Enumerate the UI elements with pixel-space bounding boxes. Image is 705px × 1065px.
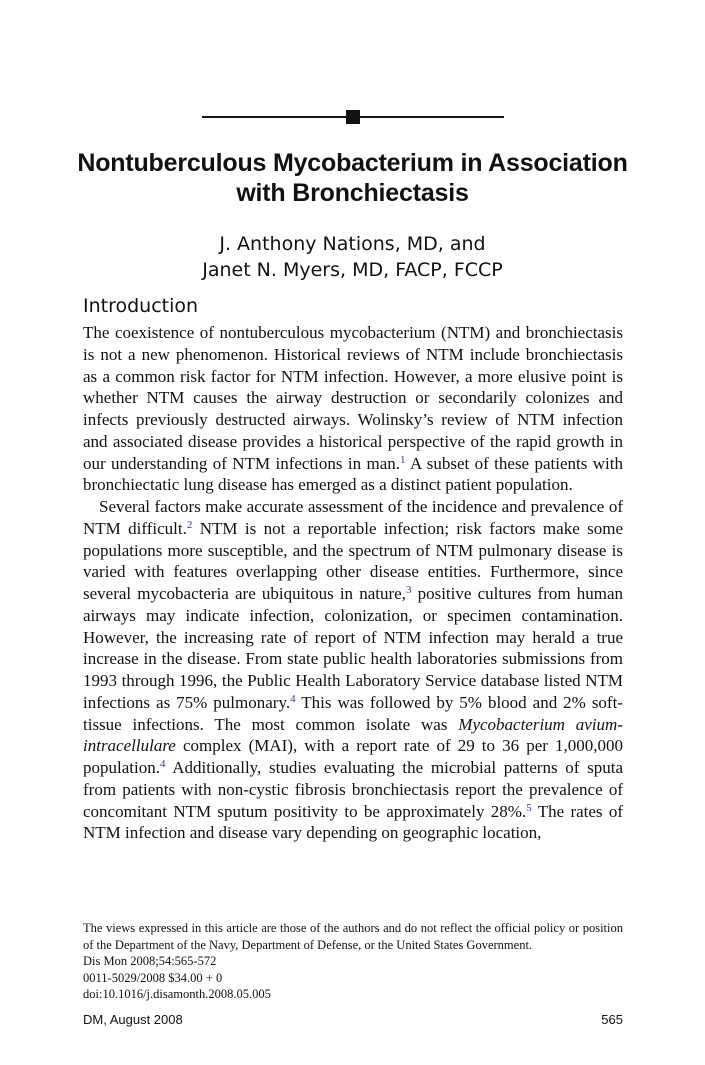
paragraph-1 [83,322,623,496]
reference-link[interactable]: 2 [186,518,193,531]
journal-date: DM, August 2008 [83,1012,183,1027]
title-ornament [202,110,504,124]
footnote-block [83,920,623,1003]
species-name: Mycobacterium avium-intracellulare [83,714,623,756]
article-body [83,322,623,844]
paragraph-text: positive cultures from human airways may indicate infection, colonization, or specimen contamination. However, the increasing rate of report of NTM infection may herald a true increase in the disease. From state public health laboratories submissions from 1993 through 1996, the Public Health Laboratory Service database listed NTM infections as 75% pulmonary. [83,584,623,712]
paragraph-text: complex (MAI), with a report rate of 29 to 36 per 1,000,000 population. [83,736,623,777]
reference-link[interactable]: 4 [159,758,166,770]
ornament-square-icon [346,110,360,124]
paragraph-text: NTM is not a reportable infection; risk factors make some populations more susceptible, and the spectrum of NTM pulmonary disease is varied with features overlapping other disease entities. Furthermore, since several mycobacteria are ubiquitous in nature, [83,518,623,603]
paragraph-text: Additionally, studies evaluating the microbial patterns of sputa from patients with non-cystic fibrosis bronchiectasis report the prevalence of concomitant NTM sputum positivity to be approximately 28%. [83,758,623,821]
reference-link[interactable]: 4 [290,692,296,705]
paragraph-text: This was followed by 5% blood and 2% soft-tissue infections. The most common isolate was [83,692,623,734]
page-number: 565 [601,1012,623,1027]
ornament-rule-right [360,116,504,118]
article-title: Nontuberculous Mycobacterium in Association with Bronchiectasis [77,149,628,207]
paragraph-text: The rates of NTM infection and disease vary depending on geographic location, [83,801,624,843]
reference-link[interactable]: 1 [400,453,406,466]
paragraph-text: Several factors make accurate assessment of the incidence and prevalence of NTM difficult. [83,497,623,538]
paragraph-text: A subset of these patients with bronchiectatic lung disease has emerged as a distinct patient population. [83,453,623,495]
author-list [60,231,645,283]
reference-link[interactable]: 3 [405,584,412,596]
citation-text: Dis Mon 2008;54:565-572 [83,954,217,968]
author-line-2: Janet N. Myers, MD, FACP, FCCP [202,259,503,281]
paragraph-2 [83,496,623,844]
paragraph-text: The coexistence of nontuberculous mycobacterium (NTM) and bronchiectasis is not a new phenomenon. Historical reviews of NTM include bronchiectasis as a common risk factor for NTM infection. However, a more elusive point is whether NTM causes the airway destruction or secondarily colonizes and infects previously destructed airways. Wolinsky’s review of NTM infection and associated disease provides a historical perspective of the rapid growth in our understanding of NTM infections in man. [83,323,623,473]
ornament-rule-left [202,116,346,118]
doi-text: doi:10.1016/j.disamonth.2008.05.005 [83,987,271,1001]
issn-text: 0011-5029/2008 $34.00 + 0 [83,970,223,985]
disclaimer-text: The views expressed in this article are those of the authors and do not reflect the official policy or position of the Department of the Navy, Department of Defense, or the United States Government. [83,921,623,952]
reference-link[interactable]: 5 [526,801,532,814]
author-line-1: J. Anthony Nations, MD, and [219,233,486,255]
section-heading: Introduction [83,295,199,317]
